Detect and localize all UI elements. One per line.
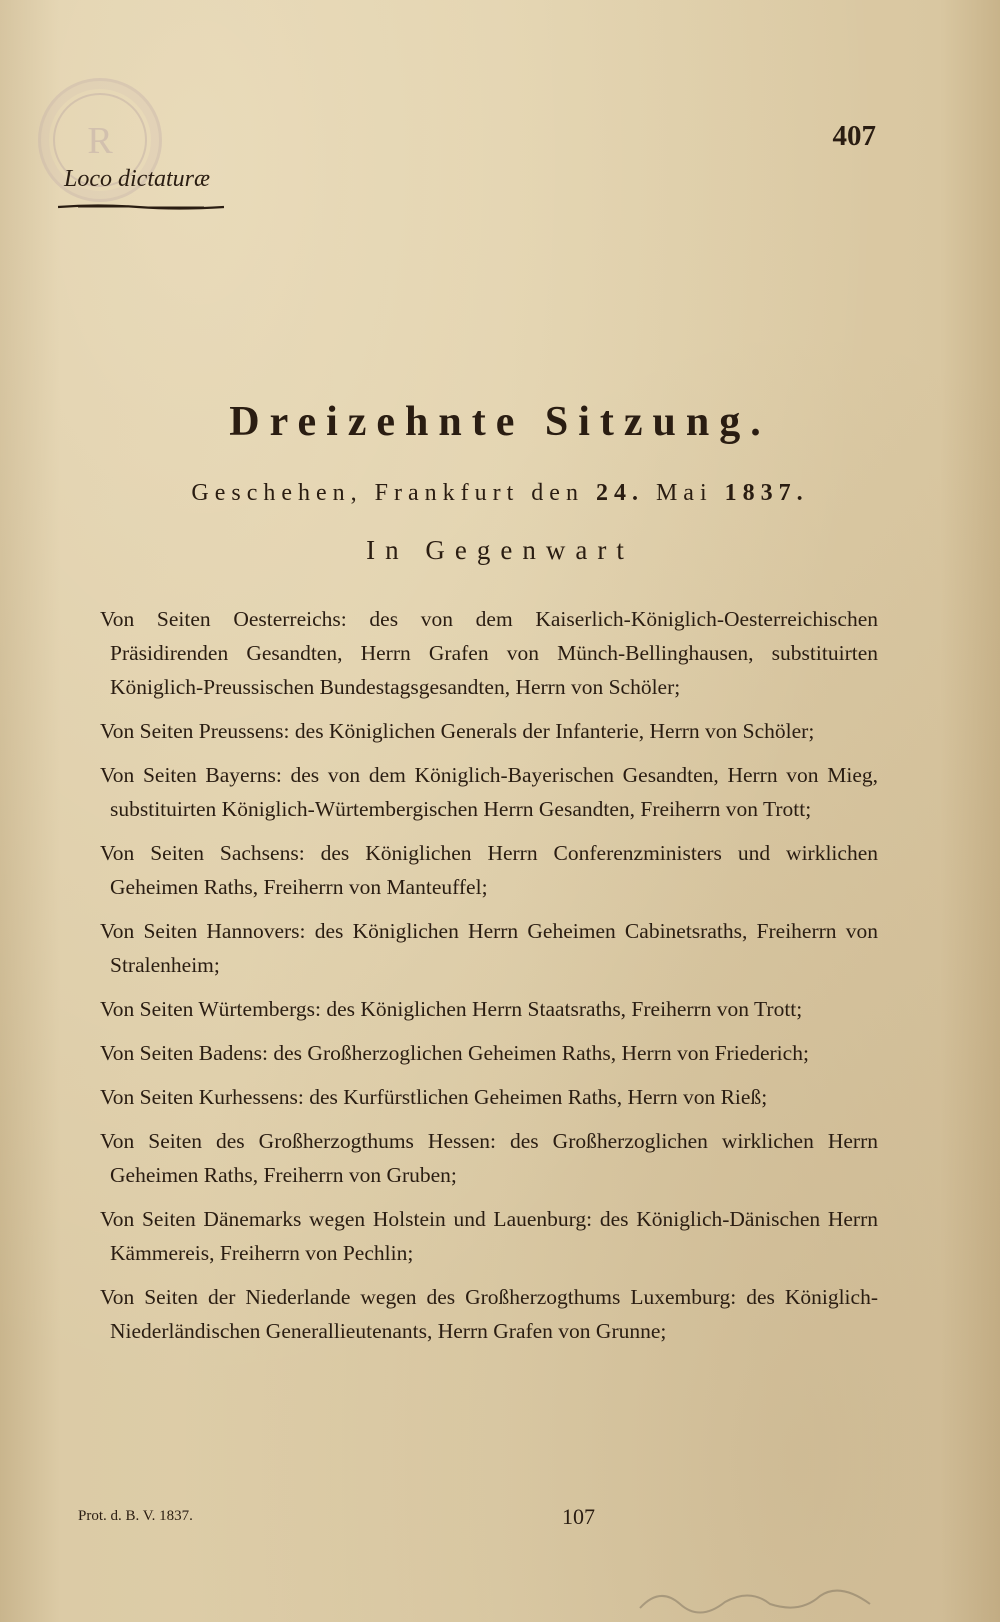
attendance-entry-netherlands: Von Seiten der Niederlande wegen des Großherzogthums Luxemburg: des Königlich-Niederländischen Generallieutenants, Herrn Grafen von Grunne; [100,1285,878,1343]
attendance-entry-prussia: Von Seiten Preussens: des Königlichen Generals der Infanterie, Herrn von Schöler; [100,719,815,743]
attendance-list [60,602,878,1358]
header-note: Loco dictaturæ [64,166,211,192]
attendance-entry-austria: Von Seiten Oesterreichs: des von dem Kaiserlich-Königlich-Oesterreichischen Präsidirenden Gesandten, Herrn Grafen von Münch-Bellinghausen, substituirten Königlich-Preussischen Bundestagsgesandten, Herrn von Schöler; [100,607,878,699]
page-number: 407 [832,120,876,152]
attendance-entry-hanover: Von Seiten Hannovers: des Königlichen Herrn Geheimen Cabinetsraths, Freiherrn von Stralenheim; [100,919,878,977]
attendance-entry-denmark: Von Seiten Dänemarks wegen Holstein und Lauenburg: des Königlich-Dänischen Herrn Kämmereis, Freiherrn von Pechlin; [100,1207,878,1265]
dateline-prefix: Geschehen, Frankfurt den [191,480,584,506]
attendance-entry-bavaria: Von Seiten Bayerns: des von dem Königlich-Bayerischen Gesandten, Herrn von Mieg, substituirten Königlich-Würtembergischen Herrn Gesandten, Freiherrn von Trott; [100,763,878,821]
sheet-number: 107 [562,1504,595,1529]
attendance-entry-baden: Von Seiten Badens: des Großherzoglichen Geheimen Raths, Herrn von Friederich; [100,1041,809,1065]
session-title: Dreizehnte Sitzung. [229,399,771,445]
dateline [0,480,1000,507]
attendance-entry-saxony: Von Seiten Sachsens: des Königlichen Herrn Conferenzministers und wirklichen Geheimen Raths, Freiherrn von Manteuffel; [100,841,878,899]
pencil-scribble [630,1574,880,1614]
signature-mark: Prot. d. B. V. 1837. [78,1508,193,1524]
dateline-day: 24. [595,480,644,506]
presence-heading: In Gegenwart [366,535,634,565]
svg-text:R: R [87,120,113,162]
attendance-entry-wurttemberg: Von Seiten Würtembergs: des Königlichen Herrn Staatsraths, Freiherrn von Trott; [100,997,803,1021]
attendance-entry-electoral-hesse: Von Seiten Kurhessens: des Kurfürstlichen Geheimen Raths, Herrn von Rieß; [100,1085,768,1109]
attendance-entry-grand-duchy-hesse: Von Seiten des Großherzogthums Hessen: des Großherzoglichen wirklichen Herrn Geheimen Raths, Freiherrn von Gruben; [100,1129,878,1187]
ornamental-rule [58,204,224,210]
dateline-year: 1837. [724,480,809,506]
dateline-month: Mai [655,480,713,506]
